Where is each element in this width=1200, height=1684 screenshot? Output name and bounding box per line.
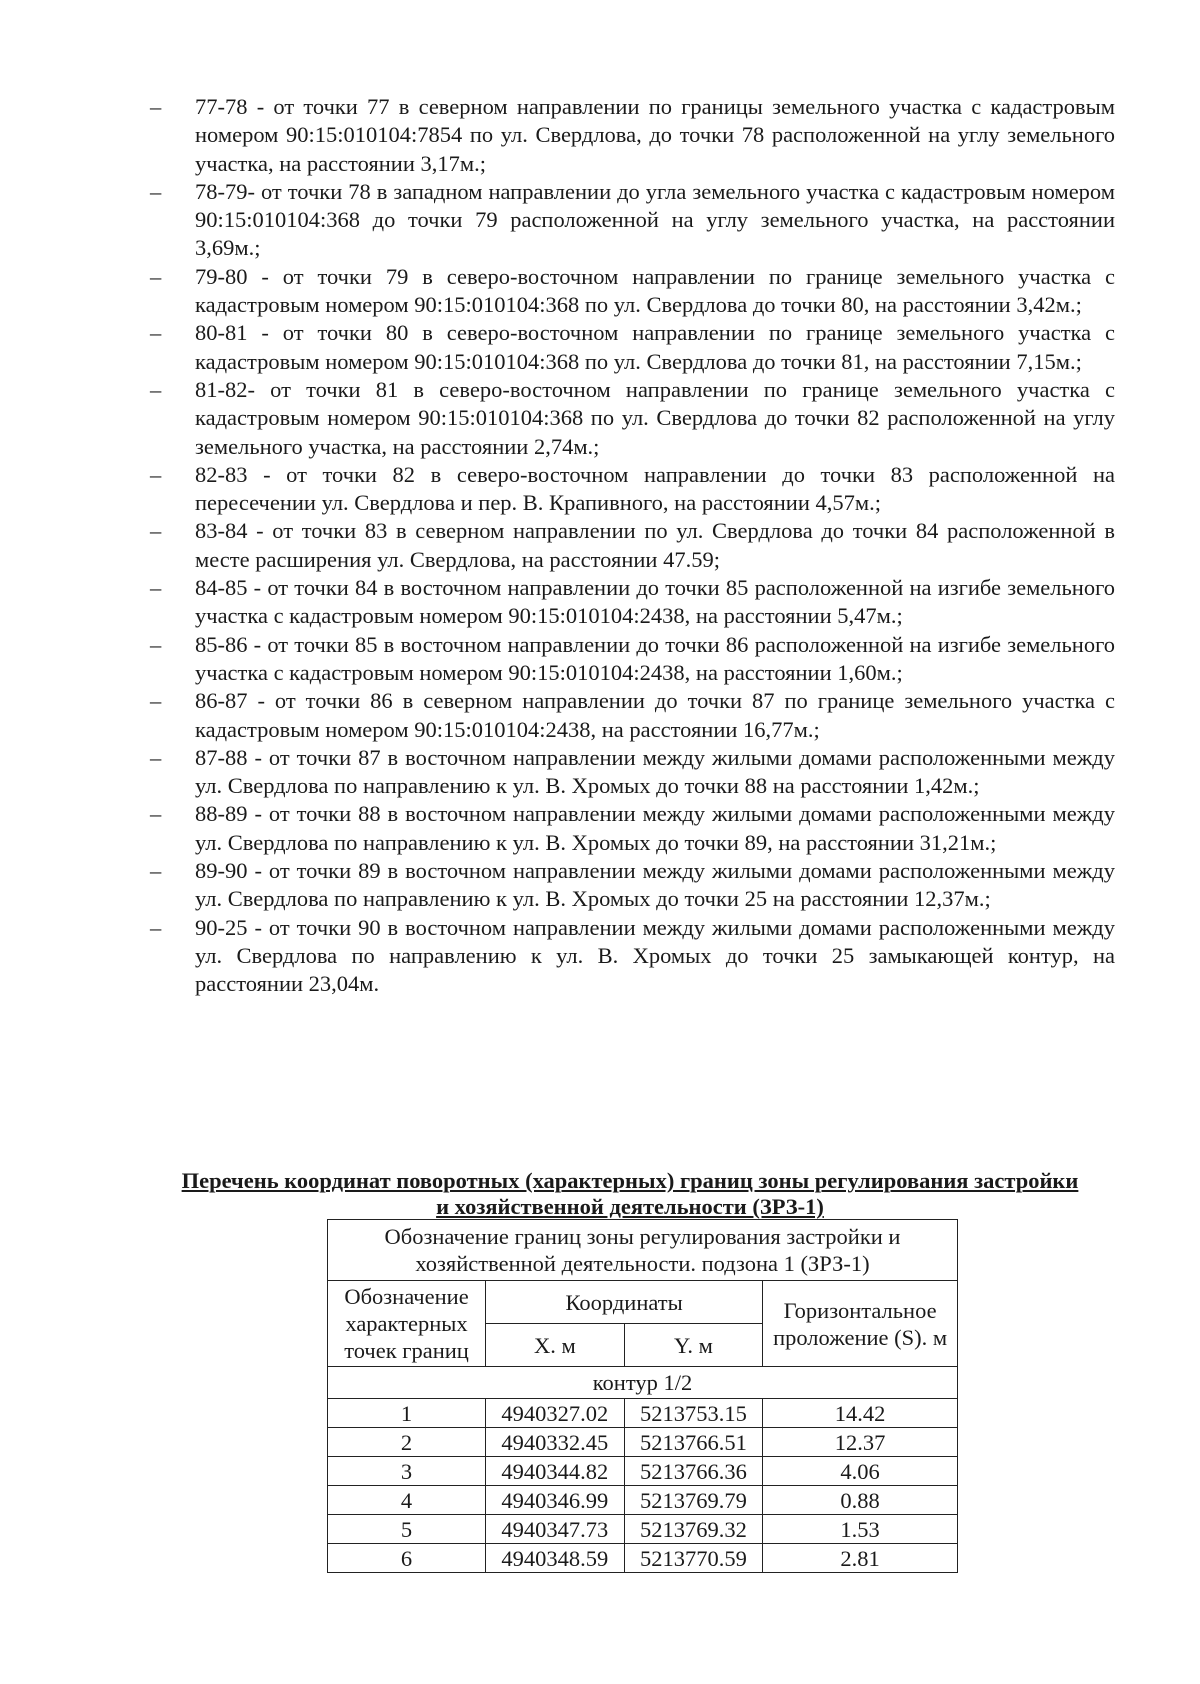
table-row xyxy=(328,1428,958,1457)
cell-point: 5 xyxy=(328,1515,486,1544)
list-item xyxy=(150,857,1115,914)
list-item xyxy=(150,517,1115,574)
list-item-text: 82-83 - от точки 82 в северо-восточном направлении до точки 83 расположенной на пересечении ул. Свердлова и пер. В. Крапивного, на расстоянии 4,57м.; xyxy=(195,461,1115,516)
list-dash: – xyxy=(150,858,162,884)
list-item xyxy=(150,376,1115,461)
list-item xyxy=(150,574,1115,631)
list-item-text: 78-79- от точки 78 в западном направлении до угла земельного участка с кадастровым номером 90:15:010104:368 до точки 79 расположенной на углу земельного участка, на расстоянии 3,69м.; xyxy=(195,178,1115,261)
table-row xyxy=(328,1544,958,1573)
list-item xyxy=(150,178,1115,263)
list-item-text: 77-78 - от точки 77 в северном направлении по границы земельного участка с кадастровым номером 90:15:010104:7854 по ул. Свердлова, до точки 78 расположенной на углу земельного участка, на расстоянии 3,17м.; xyxy=(195,94,1115,176)
column-header-coordinates: Координаты xyxy=(486,1281,763,1324)
section-heading xyxy=(130,1168,1130,1220)
cell-y: 5213770.59 xyxy=(624,1544,763,1573)
list-item xyxy=(150,263,1115,320)
table-row xyxy=(328,1486,958,1515)
coordinates-table xyxy=(327,1219,958,1573)
section-heading-line-2: и хозяйственной деятельности (ЗРЗ-1) xyxy=(436,1194,824,1219)
list-dash: – xyxy=(150,801,162,827)
column-header-x: X. м xyxy=(486,1324,625,1367)
table-header-row xyxy=(328,1281,958,1324)
list-item xyxy=(150,914,1115,999)
cell-distance: 0.88 xyxy=(763,1486,958,1515)
cell-y: 5213769.79 xyxy=(624,1486,763,1515)
list-dash: – xyxy=(150,575,162,601)
table-row xyxy=(328,1515,958,1544)
list-item-text: 80-81 - от точки 80 в северо-восточном направлении по границе земельного участка с кадастровым номером 90:15:010104:368 по ул. Свердлова до точки 81, на расстоянии 7,15м.; xyxy=(195,320,1115,374)
cell-x: 4940332.45 xyxy=(486,1428,625,1457)
list-item-text: 87-88 - от точки 87 в восточном направлении между жилыми домами расположенными между ул. Свердлова по направлению к ул. В. Хромых до точки 88 на расстоянии 1,42м.; xyxy=(195,744,1115,799)
column-header-y: Y. м xyxy=(624,1324,763,1367)
cell-x: 4940346.99 xyxy=(486,1486,625,1515)
cell-x: 4940348.59 xyxy=(486,1544,625,1573)
cell-x: 4940344.82 xyxy=(486,1457,625,1486)
list-item-text: 88-89 - от точки 88 в восточном направлении между жилыми домами расположенными между ул. Свердлова по направлению к ул. В. Хромых до точки 89, на расстоянии 31,21м.; xyxy=(195,801,1115,855)
list-item xyxy=(150,461,1115,518)
list-item-text: 84-85 - от точки 84 в восточном направлении до точки 85 расположенной на изгибе земельного участка с кадастровым номером 90:15:010104:2438, на расстоянии 5,47м.; xyxy=(195,575,1115,629)
list-dash: – xyxy=(150,178,162,204)
table-caption: Обозначение границ зоны регулирования застройки и хозяйственной деятельности. подзона 1 (ЗРЗ-1) xyxy=(328,1220,958,1281)
cell-x: 4940327.02 xyxy=(486,1399,625,1428)
table-row xyxy=(328,1399,958,1428)
column-header-point: Обозначение характерных точек границ xyxy=(328,1281,486,1367)
cell-y: 5213766.36 xyxy=(624,1457,763,1486)
boundary-description-list xyxy=(150,93,1115,999)
cell-point: 6 xyxy=(328,1544,486,1573)
cell-point: 1 xyxy=(328,1399,486,1428)
cell-x: 4940347.73 xyxy=(486,1515,625,1544)
list-item-text: 83-84 - от точки 83 в северном направлении по ул. Свердлова до точки 84 расположенной в месте расширения ул. Свердлова, на расстоянии 47.59; xyxy=(195,518,1115,572)
list-dash: – xyxy=(150,688,162,714)
list-item xyxy=(150,687,1115,744)
list-item-text: 85-86 - от точки 85 в восточном направлении до точки 86 расположенной на изгибе земельного участка с кадастровым номером 90:15:010104:2438, на расстоянии 1,60м.; xyxy=(195,631,1115,685)
cell-y: 5213753.15 xyxy=(624,1399,763,1428)
list-dash: – xyxy=(150,744,162,770)
column-header-distance: Горизонтальное проложение (S). м xyxy=(763,1281,958,1367)
list-item xyxy=(150,631,1115,688)
list-dash: – xyxy=(150,263,162,289)
cell-point: 4 xyxy=(328,1486,486,1515)
list-item-text: 81-82- от точки 81 в северо-восточном направлении по границе земельного участка с кадастровым номером 90:15:010104:368 по ул. Свердлова до точки 82 расположенной на углу земельного участка, на расстоянии 2,74м.; xyxy=(195,376,1115,459)
cell-distance: 1.53 xyxy=(763,1515,958,1544)
list-dash: – xyxy=(150,518,162,544)
cell-y: 5213766.51 xyxy=(624,1428,763,1457)
cell-distance: 2.81 xyxy=(763,1544,958,1573)
list-dash: – xyxy=(150,376,162,402)
list-item xyxy=(150,93,1115,178)
table-row xyxy=(328,1457,958,1486)
cell-distance: 12.37 xyxy=(763,1428,958,1457)
contour-label: контур 1/2 xyxy=(328,1367,958,1399)
list-dash: – xyxy=(150,914,162,940)
cell-distance: 4.06 xyxy=(763,1457,958,1486)
cell-point: 3 xyxy=(328,1457,486,1486)
list-item-text: 86-87 - от точки 86 в северном направлении до точки 87 по границе земельного участка с кадастровым номером 90:15:010104:2438, на расстоянии 16,77м.; xyxy=(195,688,1115,742)
list-item xyxy=(150,319,1115,376)
section-heading-line-1: Перечень координат поворотных (характерных) границ зоны регулирования застройки xyxy=(181,1168,1079,1193)
list-item xyxy=(150,744,1115,801)
table-caption-row xyxy=(328,1220,958,1281)
table-contour-row xyxy=(328,1367,958,1399)
list-item xyxy=(150,800,1115,857)
list-dash: – xyxy=(150,461,162,487)
list-item-text: 90-25 - от точки 90 в восточном направлении между жилыми домами расположенными между ул. Свердлова по направлению к ул. В. Хромых до точки 25 замыкающей контур, на расстоянии 23,04м. xyxy=(195,914,1115,997)
list-dash: – xyxy=(150,320,162,346)
list-item-text: 89-90 - от точки 89 в восточном направлении между жилыми домами расположенными между ул. Свердлова по направлению к ул. В. Хромых до точки 25 на расстоянии 12,37м.; xyxy=(195,858,1115,912)
cell-point: 2 xyxy=(328,1428,486,1457)
list-item-text: 79-80 - от точки 79 в северо-восточном направлении по границе земельного участка с кадастровым номером 90:15:010104:368 по ул. Свердлова до точки 80, на расстоянии 3,42м.; xyxy=(195,263,1115,318)
cell-y: 5213769.32 xyxy=(624,1515,763,1544)
list-dash: – xyxy=(150,631,162,657)
cell-distance: 14.42 xyxy=(763,1399,958,1428)
list-dash: – xyxy=(150,94,162,119)
